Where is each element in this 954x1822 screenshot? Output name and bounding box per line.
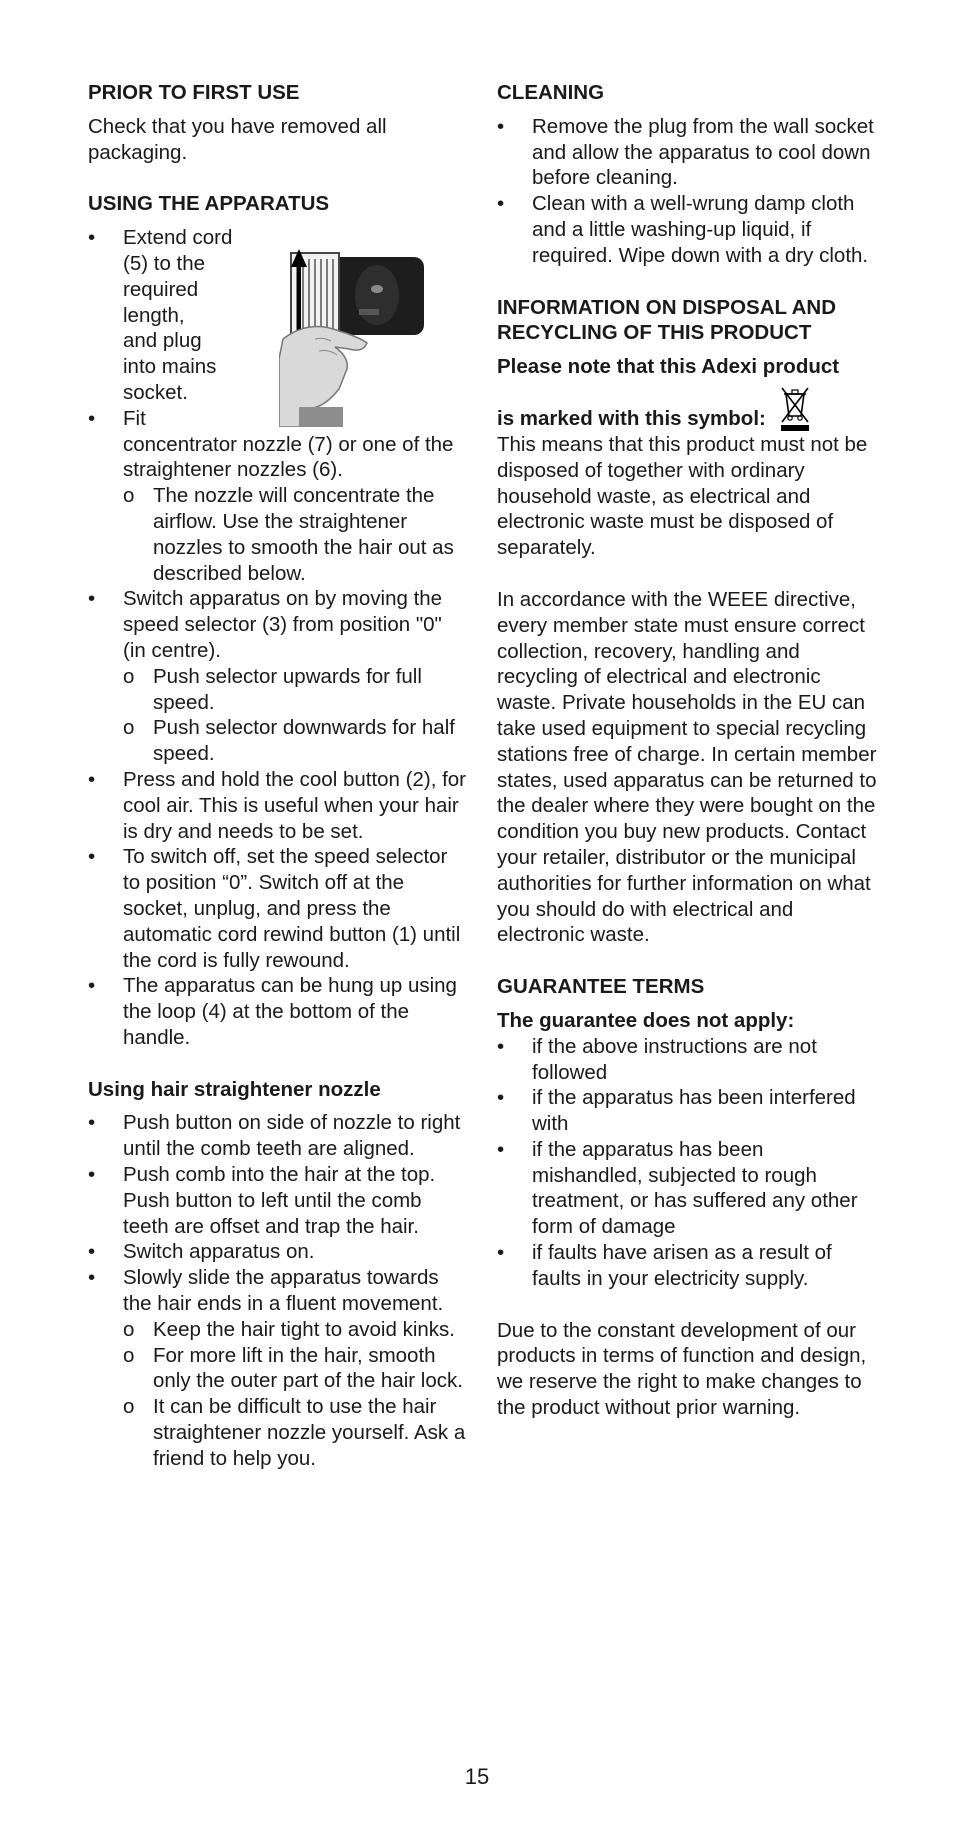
line: required — [123, 277, 199, 301]
sub-bullet: o — [123, 716, 135, 740]
prior-text: Check that you have removed all packaging. — [88, 114, 387, 164]
bullet: • — [88, 1240, 96, 1264]
item-text: Clean with a well-wrung damp cloth and a little washing-up liquid, if required. Wipe down with a dry cloth. — [532, 192, 869, 267]
guarantee-closing: Due to the constant development of our products in terms of function and design, we reserve the right to make changes to the product without prior warning. — [497, 1318, 867, 1420]
extend-cord-text — [123, 225, 253, 406]
line: socket. — [123, 380, 188, 404]
symbol-label: is marked with this symbol: — [497, 407, 766, 431]
line: (5) to the — [123, 251, 206, 275]
item-text: Switch apparatus on. — [123, 1240, 315, 1264]
cleaning-heading: CLEANING — [497, 81, 605, 104]
list-item — [497, 1240, 877, 1292]
sub-bullet: o — [123, 1317, 135, 1341]
sub-item — [123, 483, 468, 586]
prior-heading: PRIOR TO FIRST USE — [88, 81, 300, 104]
item-text: if faults have arisen as a result of faults in your electricity supply. — [532, 1241, 832, 1290]
sub-text: Push selector downwards for half speed. — [153, 716, 455, 766]
list-item — [88, 1110, 468, 1162]
list-item — [88, 1162, 468, 1239]
sub-list — [123, 483, 468, 586]
bullet: • — [88, 767, 96, 791]
bullet: • — [497, 1034, 505, 1058]
line: length, — [123, 303, 185, 327]
bullet: • — [88, 406, 96, 430]
item-text: Slowly slide the apparatus towards the hair ends in a fluent movement. — [123, 1266, 444, 1316]
cleaning-list — [497, 114, 877, 269]
fit-rest: concentrator nozzle (7) or one of the straightener nozzles (6). — [123, 432, 454, 482]
item-text: if the apparatus has been interfered with — [532, 1086, 856, 1136]
item-text: The apparatus can be hung up using the loop (4) at the bottom of the handle. — [123, 974, 457, 1049]
item-text: if the apparatus has been mishandled, subjected to rough treatment, or has suffered any other form of damage — [532, 1137, 858, 1239]
disposal-heading: INFORMATION ON DISPOSAL AND RECYCLING OF THIS PRODUCT — [497, 295, 837, 345]
bullet: • — [88, 974, 96, 998]
page-number: 15 — [464, 1764, 490, 1789]
list-item — [88, 406, 468, 587]
bullet: • — [88, 226, 96, 250]
line: and plug — [123, 329, 202, 353]
item-text: Press and hold the cool button (2), for cool air. This is useful when your hair is dry and needs to be set. — [123, 767, 467, 843]
sub-bullet: o — [123, 664, 135, 688]
sub-text: Keep the hair tight to avoid kinks. — [153, 1317, 455, 1341]
list-item — [497, 1034, 877, 1086]
list-item — [497, 1137, 877, 1240]
sub-item — [123, 664, 468, 716]
hair-dryer-illustration — [279, 239, 424, 427]
fit-first: Fit — [123, 406, 146, 430]
line: into mains — [123, 355, 217, 379]
nozzle-heading: Using hair straightener nozzle — [88, 1077, 381, 1101]
sub-bullet: o — [123, 1343, 135, 1367]
sub-text: Push selector upwards for full speed. — [153, 664, 422, 714]
bullet: • — [88, 1111, 96, 1135]
bullet: • — [88, 1266, 96, 1290]
sub-text: It can be difficult to use the hair straightener nozzle yourself. Ask a friend to help you. — [153, 1395, 466, 1470]
right-column — [497, 80, 877, 1421]
item-text: To switch off, set the speed selector to position “0”. Switch off at the socket, unplug, and press the automatic cord rewind button (1) until the cord is fully rewound. — [123, 845, 461, 972]
bullet: • — [88, 587, 96, 611]
list-item — [88, 844, 468, 973]
bullet: • — [497, 114, 505, 138]
list-item — [88, 586, 468, 767]
disposal-note-line1: Please note that this Adexi product — [497, 355, 840, 379]
disposal-para2: In accordance with the WEEE directive, every member state must ensure correct collection, recovery, handling and recycling of electrical and electronic waste. Private households in the EU can take used equipment to special recycling stations free of charge. In certain member states, used apparatus can be returned to the dealer where they were bought on the condition you buy new products. Contact your retailer, distributor or the municipal authorities for further information on what you should do with electrical and electronic waste. — [497, 587, 877, 947]
list-item — [88, 973, 468, 1050]
bullet: • — [497, 1086, 505, 1110]
item-text: if the above instructions are not followed — [532, 1034, 817, 1084]
sub-bullet: o — [123, 1395, 135, 1419]
bullet: • — [497, 1137, 505, 1161]
item-text: Push comb into the hair at the top. Push button to left until the comb teeth are offset and trap the hair. — [123, 1163, 436, 1238]
sub-list — [123, 664, 468, 767]
sub-item — [123, 1317, 468, 1343]
bullet: • — [88, 845, 96, 869]
sub-item — [123, 715, 468, 767]
sub-list — [123, 1317, 468, 1472]
line: Extend cord — [123, 226, 233, 250]
bullet: • — [497, 192, 505, 216]
bullet: • — [88, 1163, 96, 1187]
disposal-para1: This means that this product must not be disposed of together with ordinary household waste, as electrical and electronic waste must be disposed of separately. — [497, 432, 868, 560]
list-item — [497, 191, 877, 268]
item-text: Switch apparatus on by moving the speed selector (3) from position "0" (in centre). — [123, 587, 443, 662]
sub-text: For more lift in the hair, smooth only the outer part of the hair lock. — [153, 1343, 463, 1393]
sub-item — [123, 1343, 468, 1395]
sleeve — [299, 407, 343, 427]
weee-bin-icon — [778, 386, 812, 432]
guarantee-subheading: The guarantee does not apply: — [497, 1008, 795, 1032]
guarantee-list — [497, 1034, 877, 1292]
item-text: Remove the plug from the wall socket and allow the apparatus to cool down before cleaning. — [532, 114, 874, 190]
list-item — [497, 1085, 877, 1137]
list-item — [88, 1265, 468, 1471]
item-text: Push button on side of nozzle to right until the comb teeth are aligned. — [123, 1111, 461, 1161]
sub-item — [123, 1394, 468, 1471]
using-heading: USING THE APPARATUS — [88, 192, 330, 216]
sub-bullet: o — [123, 484, 135, 508]
nozzle-list — [88, 1110, 468, 1471]
disposal-note-line2 — [497, 386, 877, 432]
sub-text: The nozzle will concentrate the airflow. Use the straightener nozzles to smooth the hair out as described below. — [153, 484, 454, 585]
bullet: • — [497, 1241, 505, 1265]
list-item — [88, 1239, 468, 1265]
list-item — [497, 114, 877, 191]
guarantee-heading: GUARANTEE TERMS — [497, 975, 705, 999]
list-item — [88, 767, 468, 844]
